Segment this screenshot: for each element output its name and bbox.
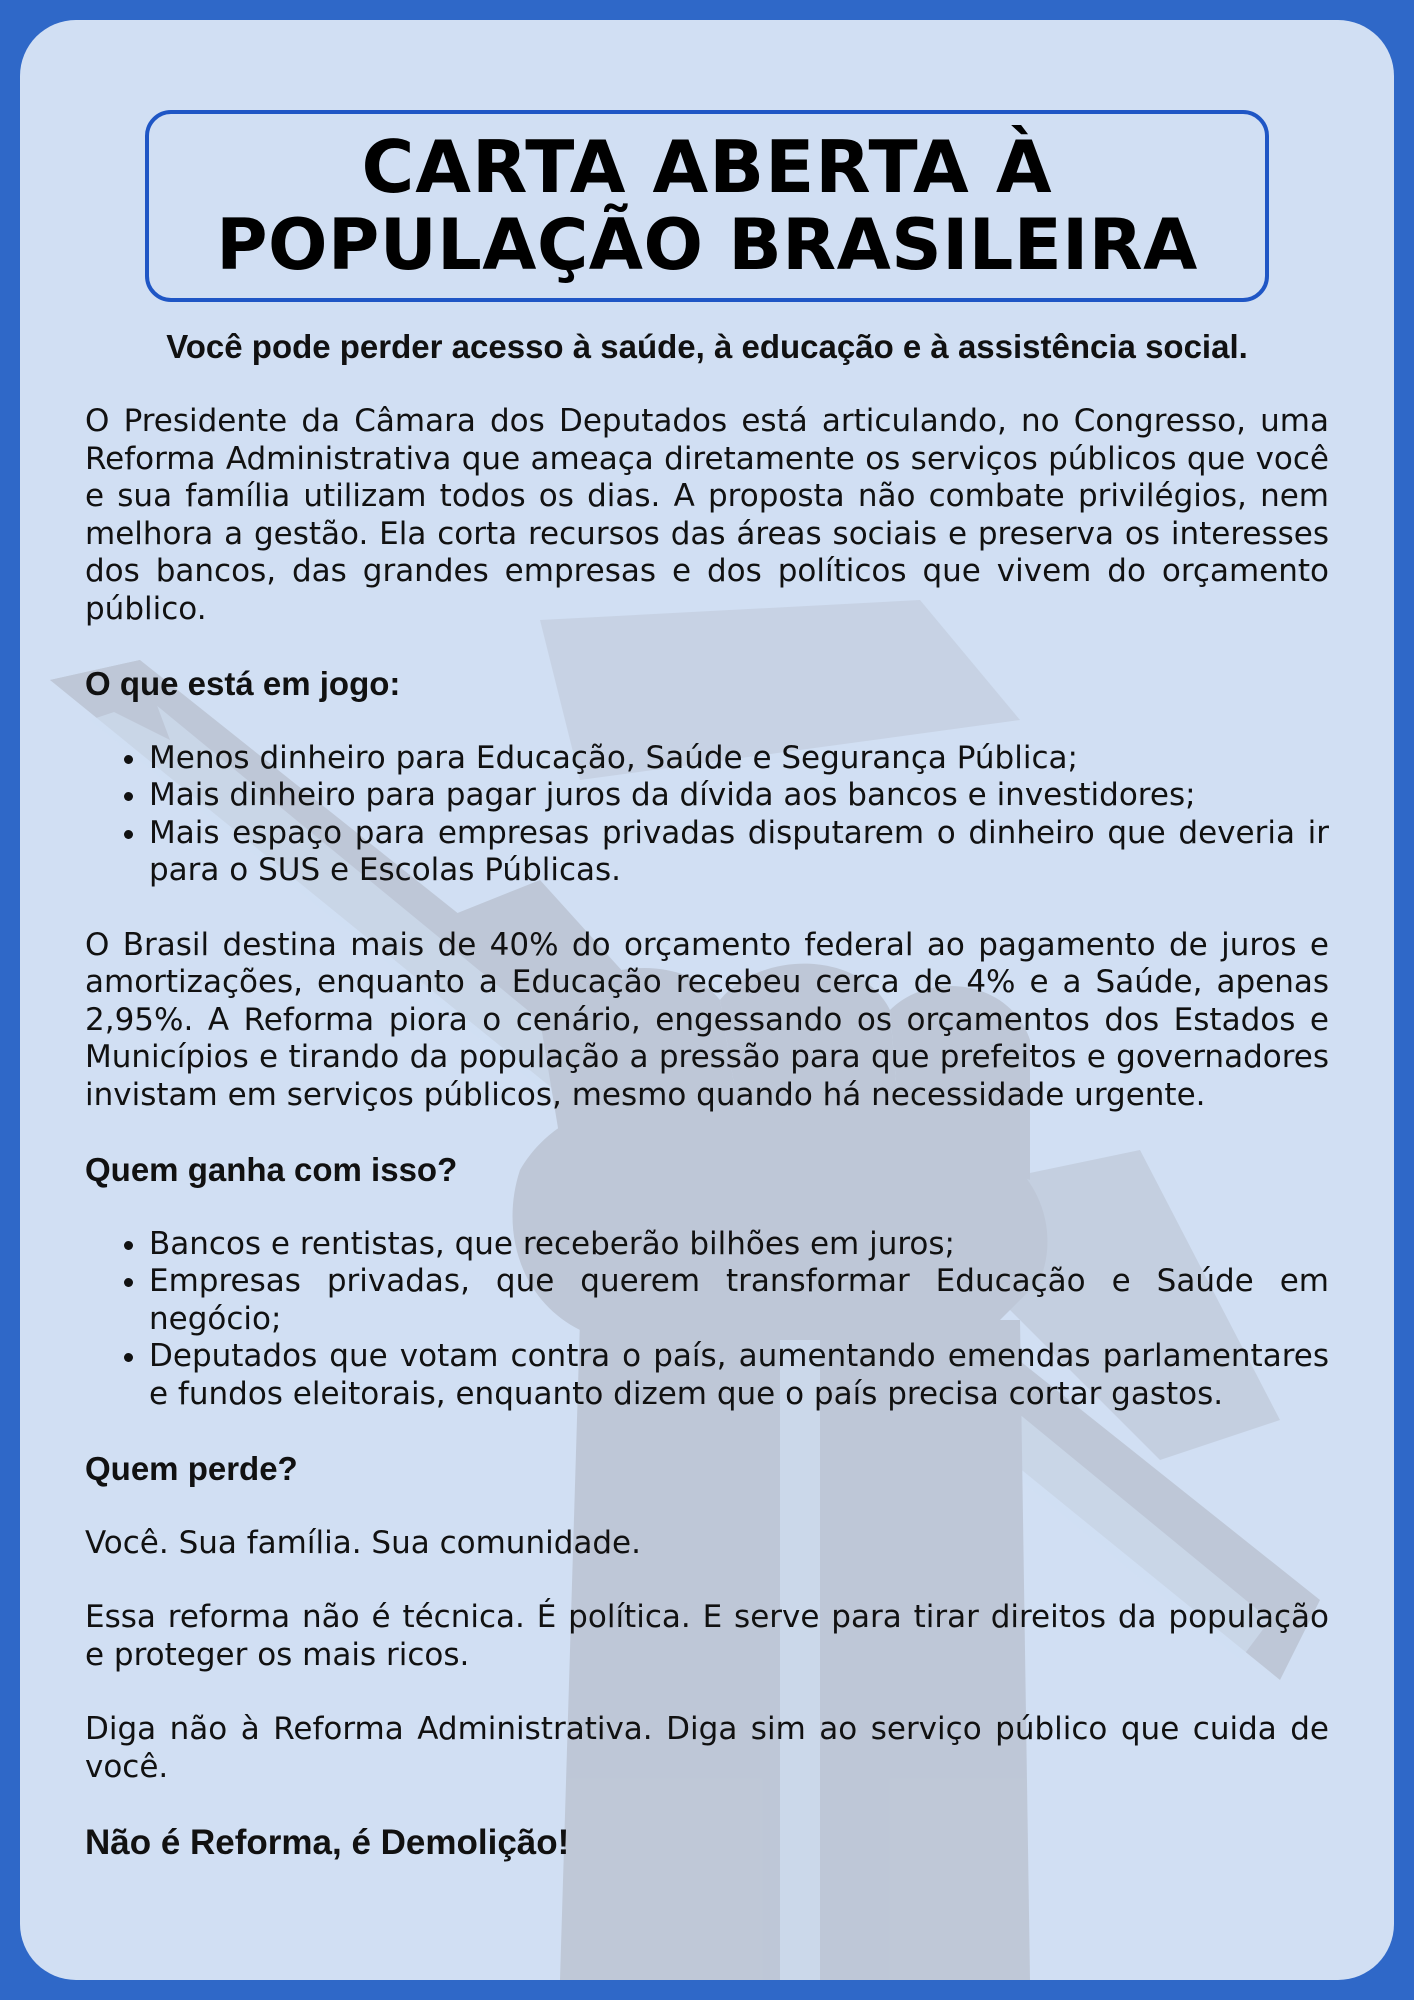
list-item: • Bancos e rentistas, que receberão bilhões em juros; <box>149 1226 1329 1264</box>
budget-paragraph: O Brasil destina mais de 40% do orçamento federal ao pagamento de juros e amortizações, enquanto a Educação recebeu cerca de 4% e a Saúde, apenas 2,95%. A Reforma piora o cenário, engessando os orçamentos dos Estados e Municípios e tirando da população a pressão para que prefeitos e governadores invistam em serviços públicos, mesmo quando há necessidade urgente. <box>85 926 1329 1113</box>
stakes-list <box>85 740 1329 890</box>
list-item: • Empresas privadas, que querem transformar Educação e Saúde em negócio; <box>149 1263 1329 1338</box>
list-item: • Mais espaço para empresas privadas disputarem o dinheiro que deveria ir para o SUS e Escolas Públicas. <box>149 815 1329 890</box>
winners-heading: Quem ganha com isso? <box>85 1151 458 1188</box>
list-item: • Menos dinheiro para Educação, Saúde e Segurança Pública; <box>149 740 1329 778</box>
list-item: • Mais dinheiro para pagar juros da dívida aos bancos e investidores; <box>149 777 1329 815</box>
closing-slogan: Não é Reforma, é Demolição! <box>85 1823 570 1862</box>
political-paragraph: Essa reforma não é técnica. É política. E serve para tirar direitos da população e proteger os mais ricos. <box>85 1599 1329 1673</box>
losers-answer: Você. Sua família. Sua comunidade. <box>85 1524 641 1561</box>
poster-card <box>20 20 1394 1980</box>
list-item: • Deputados que votam contra o país, aumentando emendas parlamentares e fundos eleitorais, enquanto dizem que o país precisa cortar gastos. <box>149 1338 1329 1413</box>
page-title-line-1: CARTA ABERTA À <box>361 125 1053 209</box>
title-box <box>145 110 1269 302</box>
subtitle: Você pode perder acesso à saúde, à educação e à assistência social. <box>166 328 1248 365</box>
call-to-action: Diga não à Reforma Administrativa. Diga sim ao serviço público que cuida de você. <box>85 1711 1329 1785</box>
losers-heading: Quem perde? <box>85 1450 298 1487</box>
stakes-heading: O que está em jogo: <box>85 665 401 702</box>
intro-paragraph: O Presidente da Câmara dos Deputados está articulando, no Congresso, uma Reforma Administrativa que ameaça diretamente os serviços públicos que você e sua família utilizam todos os dias. A proposta não combate privilégios, nem melhora a gestão. Ela corta recursos das áreas sociais e preserva os interesses dos bancos, das grandes empresas e dos políticos que vivem do orçamento público. <box>85 403 1329 627</box>
page-title-line-2: POPULAÇÃO BRASILEIRA <box>216 204 1198 286</box>
winners-list <box>85 1226 1329 1414</box>
letter-content <box>85 110 1329 1863</box>
